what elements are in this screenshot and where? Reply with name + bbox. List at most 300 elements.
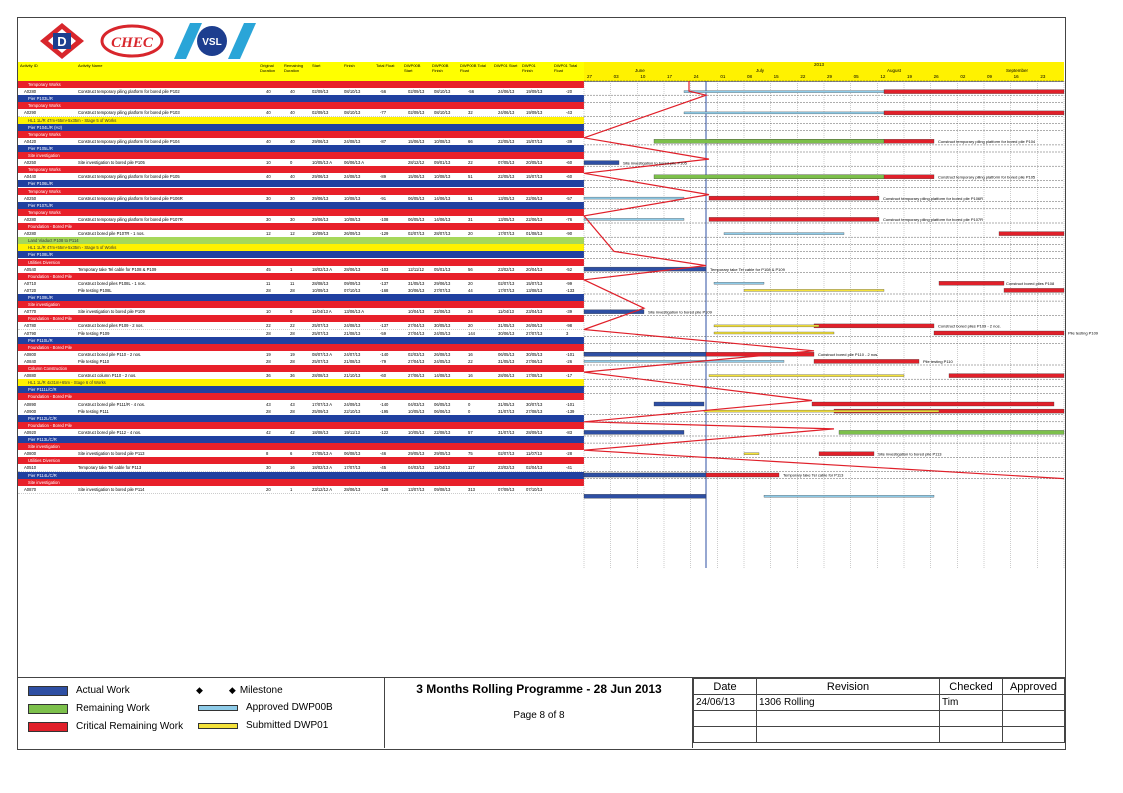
wbs-band bbox=[18, 152, 584, 159]
legend-submitted-label: Submitted DWP01 bbox=[246, 720, 329, 731]
cell-tf: -45 bbox=[380, 465, 387, 471]
cell-s: 23/12/12 A bbox=[312, 486, 333, 492]
cell-f: 08/10/13 bbox=[344, 89, 361, 95]
cell-od: 10 bbox=[266, 160, 271, 166]
col-dwp00b-finish: DWP00B Finish bbox=[432, 63, 449, 73]
cell-rd: 36 bbox=[290, 373, 295, 379]
cell-name: Site investigation to bored pile P105 bbox=[78, 160, 145, 166]
wbs-band bbox=[18, 95, 584, 102]
cell-tf: -140 bbox=[380, 401, 389, 407]
week-label: 26 bbox=[933, 74, 939, 79]
rev-cell bbox=[1003, 727, 1065, 743]
cell-name: Site investigation to bored pile P113 bbox=[78, 451, 145, 457]
cell-rd: 43 bbox=[290, 401, 295, 407]
col-original-duration: Original Duration bbox=[260, 63, 276, 73]
cell-f: 06/08/13 bbox=[344, 451, 361, 457]
cell-rd: 19 bbox=[290, 351, 295, 357]
wbs-band bbox=[18, 415, 584, 422]
cell-a: 02/09/13 bbox=[408, 89, 425, 95]
wbs-label: Site investigation bbox=[28, 153, 60, 158]
wbs-band bbox=[18, 386, 584, 393]
swatch-approved bbox=[198, 705, 238, 711]
cell-tf: -195 bbox=[380, 408, 389, 414]
approved-bar bbox=[684, 91, 884, 93]
cell-e: 27/06/13 bbox=[526, 358, 543, 364]
cell-e: 20/05/13 bbox=[526, 160, 543, 166]
cell-f: 07/10/13 bbox=[344, 287, 361, 293]
wbs-label: Pier P111L/C/R bbox=[28, 387, 57, 393]
cell-rd: 40 bbox=[290, 138, 295, 144]
wbs-band bbox=[18, 251, 584, 258]
cell-c: 66 bbox=[468, 138, 473, 144]
submitted-bar bbox=[714, 332, 834, 334]
cell-od: 19 bbox=[266, 351, 271, 357]
critical-bar bbox=[814, 359, 919, 363]
cell-f: 24/08/13 bbox=[344, 174, 361, 180]
rev-approved bbox=[1003, 695, 1065, 711]
col-activity-name: Activity Name bbox=[78, 63, 103, 68]
cell-rd: 40 bbox=[290, 89, 295, 95]
cell-f: 21/08/13 bbox=[344, 358, 361, 364]
cell-od: 42 bbox=[266, 429, 271, 435]
cell-g: -20 bbox=[566, 89, 573, 95]
cell-g: -26 bbox=[566, 358, 573, 364]
actual-bar bbox=[584, 494, 706, 498]
cell-name: Construct temporary piling platform for bored pile P106R bbox=[78, 195, 183, 201]
cell-e: 27/08/13 bbox=[526, 408, 543, 414]
rev-cell bbox=[694, 727, 757, 743]
cell-g: -133 bbox=[566, 287, 575, 293]
cell-name: Construct bored pile P112 - 4 nos. bbox=[78, 429, 142, 435]
cell-a: 27/04/13 bbox=[408, 323, 425, 329]
wbs-label: Site investigation bbox=[28, 479, 60, 485]
cell-c: 20 bbox=[468, 280, 473, 286]
wbs-label: Foundation - Bored Pile bbox=[28, 394, 72, 400]
cell-f: 09/09/13 bbox=[344, 280, 361, 286]
cell-f: 19/11/13 bbox=[344, 429, 360, 435]
wbs-label: HL1 1L/R 4x31m+65m - Stage 6 of Works bbox=[28, 380, 106, 386]
cell-name: Temporary take Tel cable for P108 & P109 bbox=[78, 266, 157, 272]
cell-s: 10/09/13 bbox=[312, 287, 329, 293]
cell-a: 06/05/13 bbox=[408, 216, 425, 222]
cell-name: Construct bored pile P110 - 2 nos. bbox=[78, 351, 142, 357]
cell-s: 18/08/13 bbox=[312, 429, 329, 435]
wbs-band bbox=[18, 145, 584, 152]
cell-b: 22/08/13 bbox=[434, 429, 451, 435]
cell-d: 17/07/13 bbox=[498, 287, 515, 293]
cell-s: 25/09/13 bbox=[312, 408, 329, 414]
legend-critical bbox=[28, 721, 183, 732]
cell-e: 15/07/13 bbox=[526, 280, 543, 286]
col-activity-id: Activity ID bbox=[20, 63, 38, 68]
cell-s: 11/04/13 A bbox=[312, 309, 332, 315]
cell-od: 45 bbox=[266, 266, 271, 272]
cell-g: -139 bbox=[566, 408, 575, 414]
rev-head-date: Date bbox=[694, 679, 757, 695]
cell-s: 18/02/13 A bbox=[312, 266, 333, 272]
wbs-label: HL1 1L/R 47m+55m+5x35m - Stage 5 of Works bbox=[28, 245, 117, 251]
cell-id: A0870 bbox=[24, 486, 37, 492]
cell-name: Construct bored pile P111/R - 4 nos. bbox=[78, 401, 146, 407]
cell-e: 28/09/13 bbox=[526, 429, 543, 435]
cell-tf: -137 bbox=[380, 323, 389, 329]
cell-od: 11 bbox=[266, 280, 271, 286]
cell-od: 30 bbox=[266, 465, 271, 471]
cell-c: 22 bbox=[468, 160, 473, 166]
cell-a: 15/06/13 bbox=[408, 174, 425, 180]
cell-b: 06/06/13 bbox=[434, 408, 451, 414]
cell-a: 29/05/13 bbox=[408, 451, 425, 457]
cell-tf: -108 bbox=[380, 216, 389, 222]
cell-id: A0890 bbox=[24, 401, 37, 407]
cell-a: 10/05/13 bbox=[408, 429, 425, 435]
month-label: August bbox=[887, 68, 902, 73]
week-label: 10 bbox=[640, 74, 646, 79]
cell-e: 20/04/13 bbox=[526, 266, 543, 272]
cell-e: 30/07/13 bbox=[526, 401, 543, 407]
rev-head-checked: Checked bbox=[940, 679, 1003, 695]
cell-id: A0780 bbox=[24, 323, 37, 329]
cell-a: 06/05/13 bbox=[408, 195, 425, 201]
cell-od: 30 bbox=[266, 195, 271, 201]
cell-d: 11/04/13 bbox=[498, 309, 514, 315]
wbs-label: Temporary Works bbox=[28, 103, 61, 109]
cell-c: 22 bbox=[468, 358, 473, 364]
cell-rd: 30 bbox=[290, 216, 295, 222]
cell-a: 02/09/13 bbox=[408, 110, 425, 116]
cell-d: 24/06/13 bbox=[498, 89, 515, 95]
wbs-band bbox=[18, 337, 584, 344]
cell-name: Construct column P110 - 2 nos. bbox=[78, 373, 137, 379]
rev-cell bbox=[694, 711, 757, 727]
cell-f: 08/10/13 bbox=[344, 110, 361, 116]
cell-c: 0 bbox=[468, 401, 471, 407]
week-label: 29 bbox=[827, 74, 833, 79]
cell-b: 11/04/13 bbox=[434, 465, 450, 471]
cell-c: 20 bbox=[468, 231, 473, 237]
cell-a: 27/04/13 bbox=[408, 358, 425, 364]
cell-g: -98 bbox=[566, 323, 573, 329]
schedule-grid bbox=[18, 62, 1099, 572]
gantt-bars bbox=[584, 81, 1099, 568]
cell-e: 17/08/13 bbox=[526, 373, 543, 379]
wbs-band bbox=[18, 301, 584, 308]
cell-b: 09/01/13 bbox=[434, 160, 451, 166]
cell-b: 08/10/13 bbox=[434, 110, 451, 116]
cell-od: 40 bbox=[266, 174, 271, 180]
cell-s: 10/09/13 bbox=[312, 231, 329, 237]
cell-rd: 42 bbox=[290, 429, 295, 435]
cell-s: 25/07/13 bbox=[312, 358, 329, 364]
critical-bar bbox=[819, 452, 874, 456]
cell-a: 04/03/13 bbox=[408, 465, 425, 471]
cell-name: Construct bored piles P108L - 1 nos. bbox=[78, 280, 146, 286]
cell-f: 24/07/13 bbox=[344, 351, 361, 357]
cell-s: 29/06/13 bbox=[312, 138, 329, 144]
cell-e: 23/04/13 bbox=[526, 309, 543, 315]
week-label: 27 bbox=[587, 74, 593, 79]
cell-id: A0290 bbox=[24, 110, 37, 116]
critical-bar bbox=[999, 232, 1064, 236]
cell-b: 10/08/13 bbox=[434, 174, 451, 180]
cell-f: 24/08/13 bbox=[344, 138, 361, 144]
cell-a: 04/03/13 bbox=[408, 401, 425, 407]
wbs-band bbox=[18, 202, 584, 209]
week-label: 08 bbox=[747, 74, 753, 79]
cell-a: 31/05/13 bbox=[408, 280, 425, 286]
cell-tf: -89 bbox=[380, 174, 387, 180]
rev-cell bbox=[940, 711, 1003, 727]
approved-bar bbox=[714, 282, 764, 284]
cell-rd: 16 bbox=[290, 465, 295, 471]
approved-bar bbox=[584, 197, 684, 199]
legend-critical-label: Critical Remaining Work bbox=[76, 721, 184, 732]
wbs-label: Pier P108L/R bbox=[28, 252, 53, 258]
cell-name: Construct temporary piling platform for bored pile P104 bbox=[78, 138, 180, 144]
rev-head-approved: Approved bbox=[1003, 679, 1065, 695]
cell-od: 36 bbox=[266, 373, 271, 379]
cell-rd: 28 bbox=[290, 287, 295, 293]
cell-b: 10/08/13 bbox=[434, 138, 451, 144]
cell-od: 8 bbox=[266, 451, 269, 457]
cell-g: -90 bbox=[566, 231, 573, 237]
cell-c: 31 bbox=[468, 216, 473, 222]
wbs-label: Pier P104L/R (HJ) bbox=[28, 124, 62, 130]
wbs-label: Pier P106L/R bbox=[28, 181, 53, 187]
cell-f: 10/08/13 bbox=[344, 216, 361, 222]
cell-tf: -87 bbox=[380, 138, 387, 144]
cell-id: A0510 bbox=[24, 465, 37, 471]
wbs-label: Column Construction bbox=[28, 366, 68, 371]
cell-rd: 1 bbox=[290, 486, 293, 492]
col-dwp00b-start: DWP00B Start bbox=[404, 63, 421, 73]
vsl-logo-icon bbox=[174, 23, 256, 59]
actual-bar bbox=[584, 161, 619, 165]
gantt-timescale bbox=[584, 62, 1064, 82]
cell-f: 17/07/13 bbox=[344, 465, 361, 471]
approved-bar bbox=[724, 233, 844, 235]
cell-e: 15/07/13 bbox=[526, 174, 543, 180]
wbs-label: Pier P113L/C/R bbox=[28, 437, 57, 442]
legend-remaining bbox=[28, 703, 150, 714]
wbs-label: Foundation - Bored Pile bbox=[28, 316, 72, 322]
cell-c: 117 bbox=[468, 465, 475, 471]
approved-bar bbox=[584, 218, 684, 220]
submitted-bar bbox=[704, 410, 939, 412]
cell-od: 43 bbox=[266, 401, 271, 407]
col-total-float: Total Float bbox=[376, 63, 395, 68]
wbs-label: Pier P109L/R bbox=[28, 295, 53, 300]
critical-bar bbox=[949, 374, 1064, 378]
wbs-label: Pier P114L/C/R bbox=[28, 472, 57, 478]
cell-e: 22/06/13 bbox=[526, 195, 543, 201]
cell-e: 30/05/13 bbox=[526, 351, 543, 357]
cell-tf: -77 bbox=[380, 110, 387, 116]
cell-b: 28/07/13 bbox=[434, 231, 451, 237]
month-label: July bbox=[756, 68, 765, 73]
cell-od: 40 bbox=[266, 89, 271, 95]
cell-g: -83 bbox=[566, 429, 573, 435]
cell-e: 11/07/13 bbox=[526, 451, 542, 457]
wbs-band bbox=[18, 379, 584, 386]
approved-bar bbox=[764, 495, 934, 497]
gantt-chart bbox=[584, 62, 1099, 568]
cell-f: 24/09/13 bbox=[344, 401, 361, 407]
cell-name: Pile testing P109 bbox=[78, 330, 110, 336]
cell-d: 02/07/13 bbox=[498, 280, 515, 286]
wbs-label: Site investigation bbox=[28, 444, 60, 450]
cell-e: 22/06/13 bbox=[526, 216, 543, 222]
col-dwp00b-float: DWP00B Total Float bbox=[460, 63, 486, 73]
wbs-label: Foundation - Bored Pile bbox=[28, 344, 72, 350]
cell-od: 40 bbox=[266, 110, 271, 116]
cell-tf: -140 bbox=[380, 351, 389, 357]
cell-f: 28/06/13 bbox=[344, 486, 361, 492]
cell-s: 02/09/13 bbox=[312, 89, 329, 95]
cell-d: 02/07/13 bbox=[498, 451, 515, 457]
cell-d: 07/09/13 bbox=[498, 486, 515, 492]
cell-name: Construct temporary piling platform for bored pile P107R bbox=[78, 216, 183, 222]
cell-f: 10/08/13 bbox=[344, 195, 361, 201]
wbs-band bbox=[18, 273, 584, 280]
swatch-remaining bbox=[28, 704, 68, 714]
legend-actual bbox=[28, 685, 130, 696]
week-label: 05 bbox=[853, 74, 859, 79]
cell-d: 31/05/13 bbox=[498, 401, 515, 407]
programme-title: 3 Months Rolling Programme - 28 Jun 2013 bbox=[416, 682, 662, 696]
cell-a: 27/04/13 bbox=[408, 330, 425, 336]
cell-name: Construct temporary piling platform for bored pile P102 bbox=[78, 89, 180, 95]
cell-s: 10/05/13 A bbox=[312, 160, 333, 166]
cell-b: 29/06/13 bbox=[434, 280, 451, 286]
cell-b: 05/01/13 bbox=[434, 266, 451, 272]
cell-a: 28/12/12 bbox=[408, 160, 425, 166]
legend-approved-label: Approved DWP00B bbox=[246, 702, 333, 713]
cell-od: 28 bbox=[266, 408, 271, 414]
cell-d: 23/02/13 bbox=[498, 266, 515, 272]
approved-bar bbox=[584, 360, 784, 362]
cell-d: 13/05/13 bbox=[498, 195, 515, 201]
critical-bar bbox=[934, 331, 1064, 335]
column-header bbox=[18, 62, 584, 82]
cell-g: -43 bbox=[566, 110, 573, 116]
cell-id: A0900 bbox=[24, 408, 37, 414]
wbs-band bbox=[18, 102, 584, 109]
bar-label: Site investigation to bored pile P109 bbox=[648, 309, 712, 315]
cell-g: -41 bbox=[566, 465, 573, 471]
cell-a: 12/11/12 bbox=[408, 266, 424, 272]
cell-s: 29/06/13 bbox=[312, 216, 329, 222]
svg-text:D: D bbox=[57, 34, 67, 49]
cell-a: 10/05/13 bbox=[408, 408, 425, 414]
cell-f: 26/09/13 bbox=[344, 231, 361, 237]
remaining-bar bbox=[654, 175, 884, 179]
wbs-label: Pier P103L/R bbox=[28, 96, 53, 102]
cell-name: Site investigation to bored pile P109 bbox=[78, 309, 145, 315]
wbs-band bbox=[18, 117, 584, 124]
cell-c: -56 bbox=[468, 89, 475, 95]
cell-f: 28/06/13 bbox=[344, 266, 361, 272]
wbs-label: Temporary Works bbox=[28, 131, 61, 137]
bar-label: Site investigation to bored pile P113 bbox=[878, 451, 942, 457]
col-start: Start bbox=[312, 63, 321, 68]
dragages-logo-icon bbox=[40, 23, 84, 59]
wbs-band bbox=[18, 422, 584, 429]
cell-s: 08/07/13 A bbox=[312, 351, 333, 357]
wbs-label: Utilities Diversion bbox=[28, 259, 61, 265]
cell-c: 57 bbox=[468, 429, 473, 435]
wbs-label: Foundation - Bored Pile bbox=[28, 273, 72, 279]
cell-c: 44 bbox=[468, 287, 473, 293]
milestone-diamond-icon-2: ◆ bbox=[228, 685, 236, 695]
cell-s: 27/05/13 A bbox=[312, 451, 333, 457]
swatch-submitted bbox=[198, 723, 238, 729]
cell-g: -39 bbox=[566, 138, 573, 144]
legend-milestone-label: Milestone bbox=[239, 685, 283, 696]
cell-id: A0720 bbox=[24, 287, 37, 293]
legend-approved bbox=[198, 702, 333, 713]
wbs-label: Temporary Works bbox=[28, 188, 61, 194]
cell-od: 20 bbox=[266, 486, 271, 492]
wbs-band bbox=[18, 457, 584, 464]
cell-b: 08/10/13 bbox=[434, 89, 451, 95]
cell-c: 51 bbox=[468, 174, 473, 180]
cell-tf: -46 bbox=[380, 451, 387, 457]
wbs-band bbox=[18, 244, 584, 251]
cell-id: A0920 bbox=[24, 429, 37, 435]
rev-cell bbox=[757, 727, 940, 743]
cell-f: 21/08/13 bbox=[344, 330, 361, 336]
wbs-label: Temporary Works bbox=[28, 82, 61, 87]
cell-rd: 12 bbox=[290, 231, 295, 237]
cell-e: 02/04/13 bbox=[526, 465, 543, 471]
cell-g: 3 bbox=[566, 330, 569, 336]
cell-name: Construct temporary piling platform for bored pile P105 bbox=[78, 174, 180, 180]
cell-d: 24/06/13 bbox=[498, 110, 515, 116]
cell-g: -52 bbox=[566, 266, 573, 272]
rev-revision: 1306 Rolling bbox=[757, 695, 940, 711]
rev-date: 24/06/13 bbox=[694, 695, 757, 711]
cell-rd: 40 bbox=[290, 110, 295, 116]
col-remaining-duration: Remaining Duration bbox=[284, 63, 304, 73]
cell-rd: 22 bbox=[290, 323, 295, 329]
actual-bar bbox=[584, 473, 706, 477]
cell-rd: 28 bbox=[290, 358, 295, 364]
cell-e: 27/07/13 bbox=[526, 330, 543, 336]
cell-od: 28 bbox=[266, 287, 271, 293]
bar-label: Site investigation to bored pile P105 bbox=[623, 160, 687, 166]
cell-od: 28 bbox=[266, 358, 271, 364]
cell-a: 15/06/13 bbox=[408, 138, 425, 144]
cell-name: Pile testing P110 bbox=[78, 358, 110, 364]
cell-c: 75 bbox=[468, 451, 473, 457]
gantt-year: 2013 bbox=[814, 62, 825, 67]
cell-od: 12 bbox=[266, 231, 271, 237]
wbs-label: Pier P110L/R bbox=[28, 337, 53, 343]
cell-a: 02/03/13 bbox=[408, 351, 425, 357]
cell-id: A0790 bbox=[24, 330, 37, 336]
bar-label: Pile testing P109 bbox=[1068, 330, 1099, 336]
cell-e: 19/09/13 bbox=[526, 110, 543, 116]
cell-d: 31/05/13 bbox=[498, 323, 515, 329]
cell-rd: 11 bbox=[290, 280, 295, 286]
cell-a: 13/07/13 bbox=[408, 486, 425, 492]
cell-od: 10 bbox=[266, 309, 271, 315]
wbs-band bbox=[18, 315, 584, 322]
remaining-bar bbox=[654, 139, 884, 143]
revision-table bbox=[693, 678, 1065, 743]
cell-s: 25/07/13 bbox=[312, 330, 329, 336]
